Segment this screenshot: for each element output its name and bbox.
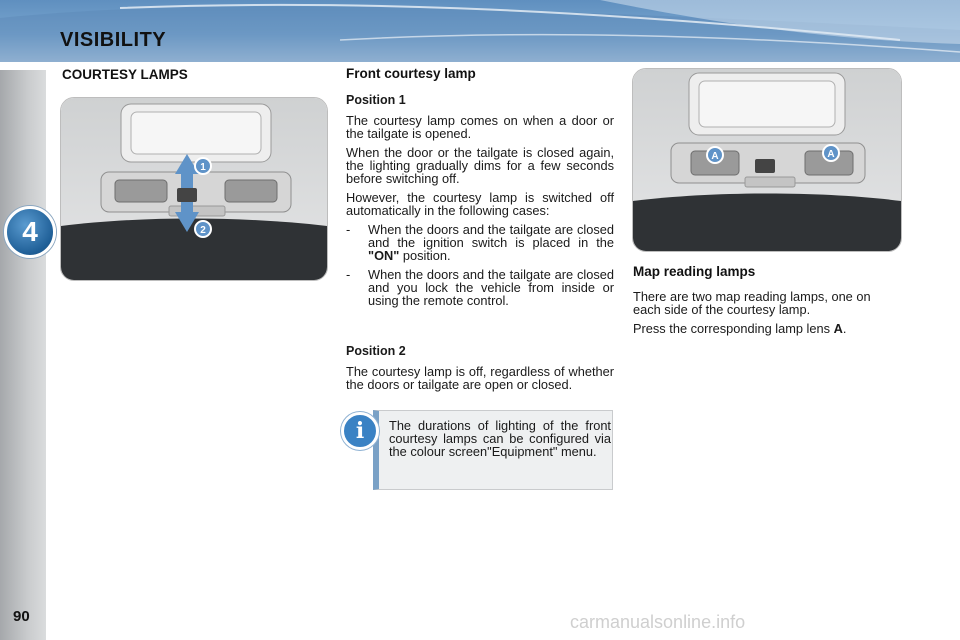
marker-a-right-label: A: [827, 149, 835, 160]
map-lamps-title: Map reading lamps: [633, 264, 756, 279]
info-text: The durations of lighting of the front courtesy lamps can be configured via the colour screen"Equipment" menu.: [389, 418, 611, 459]
map-lamps-text-1: There are two map reading lamps, one on each side of the courtesy lamp.: [633, 289, 871, 317]
front-courtesy-lamp-column: [346, 67, 614, 313]
chapter-tab[interactable]: 4: [4, 206, 56, 258]
info-box: [373, 410, 613, 490]
position1-heading: Position 1: [346, 93, 406, 107]
bullet-item: [346, 223, 614, 262]
bullet-item: [346, 268, 614, 307]
position2-block: [346, 345, 614, 397]
page-header: [0, 0, 960, 62]
position1-text-3: However, the courtesy lamp is switched off automatically in the following cases:: [346, 190, 614, 218]
marker-a-left-label: A: [711, 151, 719, 162]
position1-text-2: When the door or the tailgate is closed again, the lighting gradually dims for a few seconds before switching off.: [346, 145, 614, 186]
info-icon: i: [341, 412, 379, 450]
page-number: 90: [13, 608, 30, 625]
lamp-lens-label: A: [833, 321, 843, 336]
section-title: COURTESY LAMPS: [62, 67, 188, 82]
watermark: carmanualsonline.info: [570, 612, 746, 632]
map-reading-lamps-illustration: [632, 68, 902, 252]
position2-heading: Position 2: [346, 344, 406, 358]
page-title: VISIBILITY: [60, 29, 167, 51]
bullet-text: When the doors and the tailgate are closed and the ignition switch is placed in the "ON" position.: [368, 222, 614, 263]
bullet-text: When the doors and the tailgate are closed and you lock the vehicle from inside or using the remote control.: [368, 267, 614, 308]
position2-text: The courtesy lamp is off, regardless of whether the doors or tailgate are open or closed.: [346, 364, 614, 392]
marker-1-label: 1: [200, 162, 206, 173]
position1-text-1: The courtesy lamp comes on when a door or the tailgate is opened.: [346, 113, 614, 141]
bullet-dash: -: [346, 222, 351, 237]
front-courtesy-lamp-illustration: [60, 97, 328, 281]
bullet-dash: -: [346, 267, 351, 282]
map-lamps-text-2: Press the corresponding lamp lens A.: [633, 321, 847, 336]
marker-2-label: 2: [200, 225, 206, 236]
front-lamp-title: Front courtesy lamp: [346, 66, 476, 81]
on-position-label: "ON": [368, 248, 400, 263]
map-reading-lamps-column: [633, 265, 901, 341]
side-strip: [0, 70, 46, 640]
